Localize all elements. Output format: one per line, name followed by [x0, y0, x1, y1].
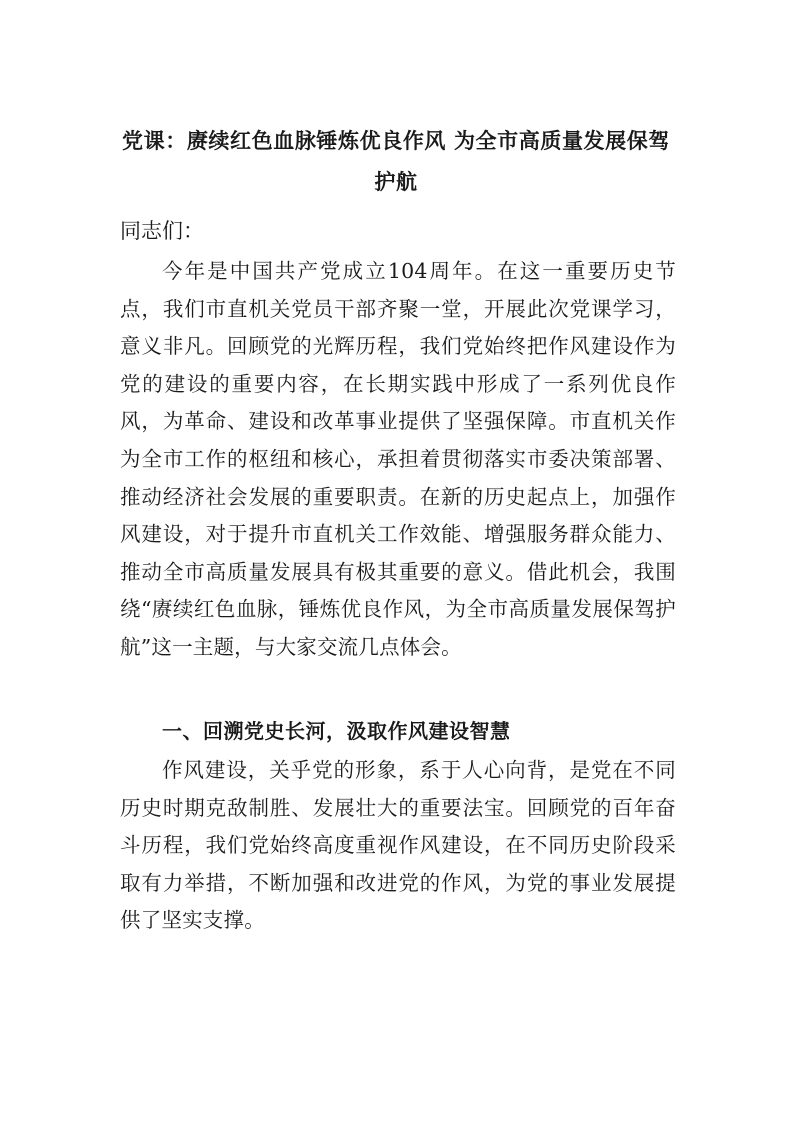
- salutation: 同志们：: [120, 219, 204, 243]
- body-paragraph-section-1: 作风建设，关乎党的形象，系于人心向背，是党在不同历史时期克敌制胜、发展壮大的重要法宝。回顾党的百年奋斗历程，我们党始终高度重视作风建设，在不同历史阶段采取有力举措，不断加强和改进党的作风，为党的事业发展提供了坚实支撑。: [120, 758, 676, 933]
- body-paragraph-intro: 今年是中国共产党成立104周年。在这一重要历史节点，我们市直机关党员干部齐聚一堂，开展此次党课学习，意义非凡。回顾党的光辉历程，我们党始终把作风建设作为党的建设的重要内容，在长期实践中形成了一系列优良作风，为革命、建设和改革事业提供了坚强保障。市直机关作为全市工作的枢纽和核心，承担着贯彻落实市委决策部署、推动经济社会发展的重要职责。在新的历史起点上，加强作风建设，对于提升市直机关工作效能、增强服务群众能力、推动全市高质量发展具有极其重要的意义。借此机会，我围绕“赓续红色血脉，锤炼优良作风，为全市高质量发展保驾护航”这一主题，与大家交流几点体会。: [120, 259, 676, 659]
- document-title: 党课：赓续红色血脉锤炼优良作风 为全市高质量发展保驾护航: [122, 129, 670, 194]
- section-heading: 一、回溯党史长河，汲取作风建设智慧: [162, 719, 511, 743]
